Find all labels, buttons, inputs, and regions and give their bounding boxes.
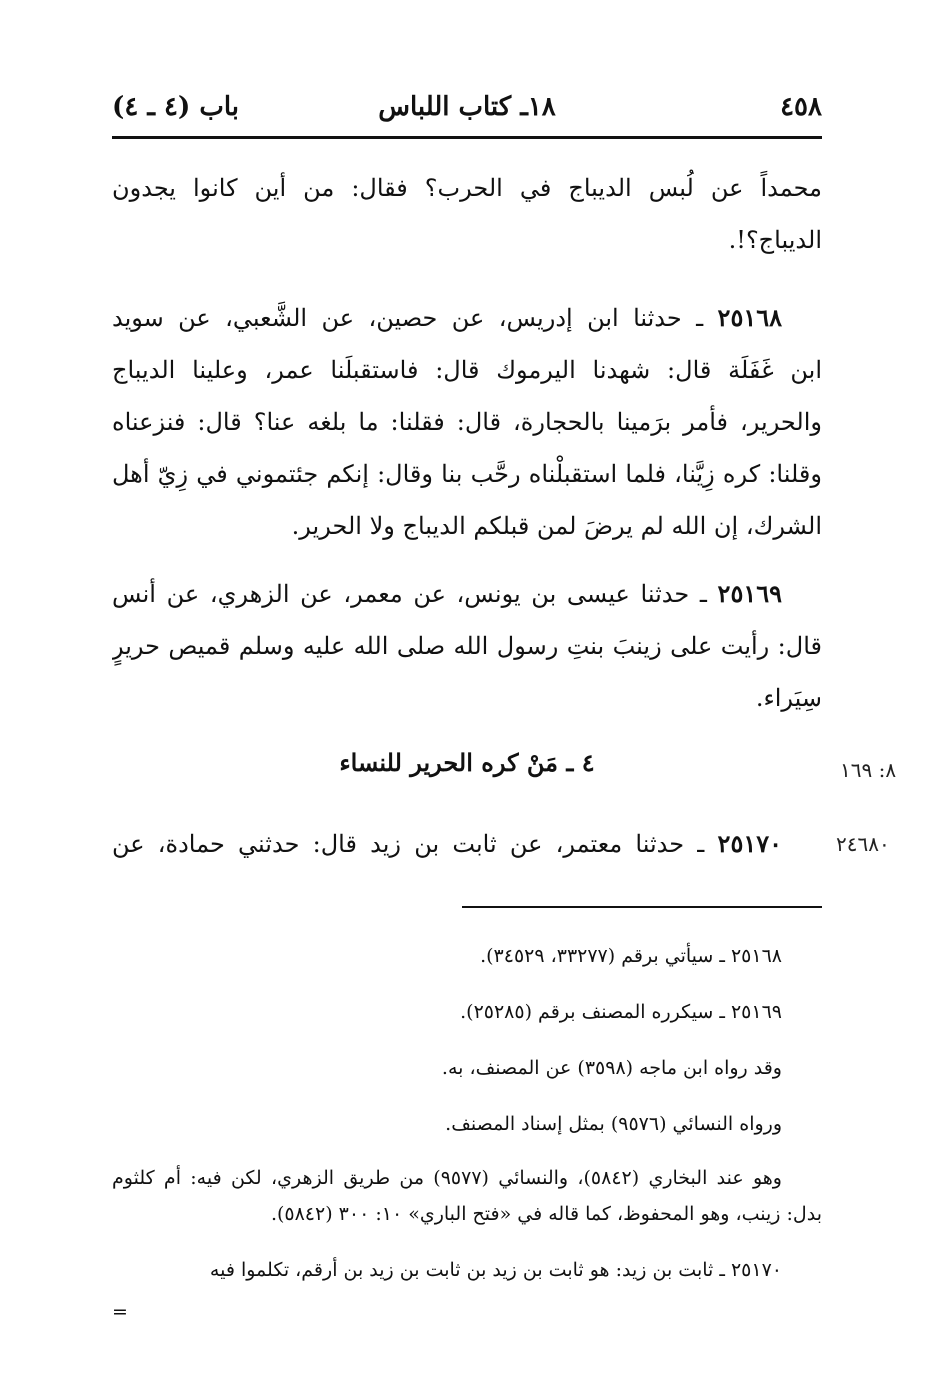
footnote: ٢٥١٦٨ ـ سيأتي برقم (٣٣٢٧٧، ٣٤٥٢٩). — [480, 945, 782, 967]
page-header — [112, 92, 822, 132]
hadith-number: ٢٥١٦٩ — [717, 579, 782, 608]
text-line — [112, 568, 822, 620]
hadith-25170 — [112, 818, 822, 870]
footnote: وهو عند البخاري (٥٨٤٢)، والنسائي (٩٥٧٧) من طريق الزهري، لكن فيه: أم كلثوم بدل: زينب، وهو المحفوظ، كما قاله في «فتح الباري» ١٠: ٣٠٠ (٥٨٤٢). — [112, 1167, 822, 1225]
hadith-25168 — [112, 292, 822, 552]
continuation-mark: = — [112, 1301, 128, 1323]
footnote: ورواه النسائي (٩٥٧٦) بمثل إسناد المصنف. — [445, 1113, 782, 1135]
hadith-number: ٢٥١٧٠ — [717, 829, 782, 858]
hadith-25169 — [112, 568, 822, 724]
hadith-number: ٢٥١٦٨ — [717, 303, 782, 332]
text-line: الشرك، إن الله لم يرضَ لمن قبلكم الديباج ولا الحرير. — [291, 512, 822, 540]
text-line: قال: رأيت على زينبَ بنتِ رسول الله صلى الله عليه وسلم قميص حريرٍ — [112, 632, 822, 660]
continuation-paragraph — [112, 162, 822, 266]
footnote-rule — [462, 906, 822, 908]
header-rule — [112, 136, 822, 139]
text-line — [112, 818, 822, 870]
page-number: ٤٥٨ — [780, 92, 822, 122]
footnote: ٢٥١٧٠ ـ ثابت بن زيد: هو ثابت بن زيد بن ثابت بن زيد بن أرقم، تكلموا فيه — [209, 1259, 782, 1281]
text-line: محمداً عن لُبس الديباج في الحرب؟ فقال: من أين كانوا يجدون — [112, 174, 822, 202]
text-line: والحرير، فأمر برَمينا بالحجارة، قال: فقلنا: ما بلغه عنا؟ قال: فنزعناه — [112, 408, 822, 436]
text-fragment: ـ حدثنا معتمر، عن ثابت بن زيد قال: حدثني حمادة، عن — [112, 830, 705, 858]
footnotes — [112, 928, 822, 1326]
chapter-reference: باب (٤ ـ ٤) — [112, 92, 239, 122]
footnote: ٢٥١٦٩ ـ سيكرره المصنف برقم (٢٥٢٨٥). — [460, 1001, 782, 1023]
footnote: وقد رواه ابن ماجه (٣٥٩٨) عن المصنف، به. — [441, 1057, 782, 1079]
book-title: ١٨ـ كتاب اللباس — [378, 92, 556, 122]
text-fragment: ـ حدثنا ابن إدريس، عن حصين، عن الشَّعبي، عن سويد — [112, 304, 704, 332]
hadith-margin-reference: ٢٤٦٨٠ — [836, 832, 890, 856]
text-line — [112, 292, 822, 344]
text-line: سِيَراء. — [755, 684, 822, 712]
text-line: الديباج؟!. — [728, 226, 822, 254]
text-line: ابن غَفَلَة قال: شهدنا اليرموك قال: فاستقبلَنا عمر، وعلينا الديباج — [112, 356, 822, 384]
section-margin-reference: ٨: ١٦٩ — [840, 758, 897, 782]
text-fragment: ـ حدثنا عيسى بن يونس، عن معمر، عن الزهري، عن أنس — [112, 580, 707, 608]
text-line: وقلنا: كره زِيَّنا، فلما استقبلْناه رحَّب بنا وقال: إنكم جئتموني في زِيّ أهل — [112, 460, 822, 488]
section-heading: ٤ ـ مَنْ كره الحرير للنساء — [339, 748, 595, 777]
